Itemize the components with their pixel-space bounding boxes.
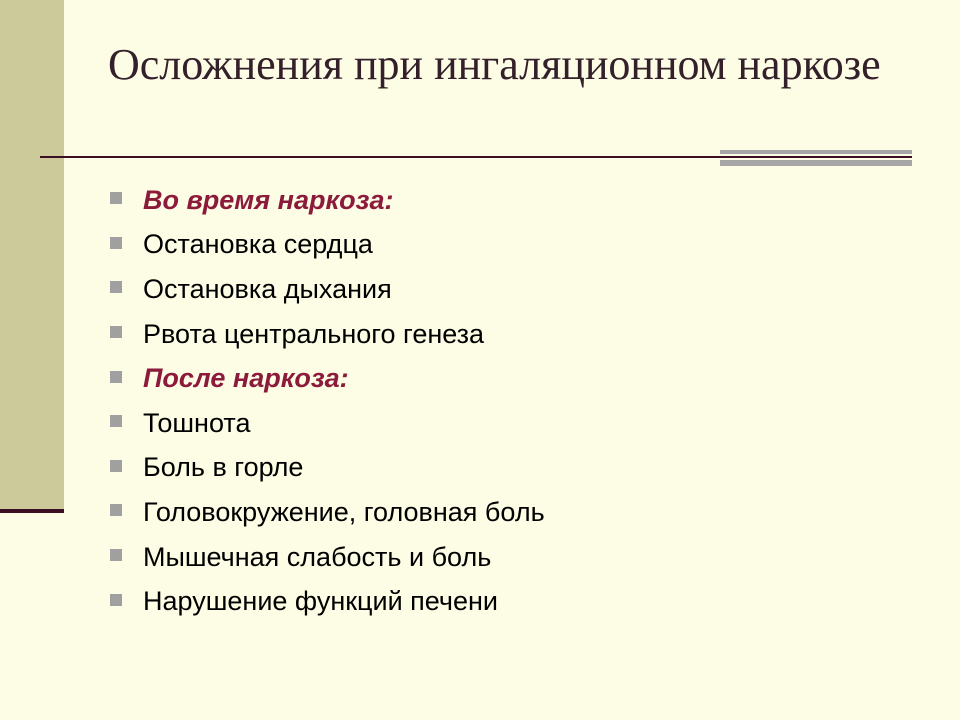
side-accent-bar — [0, 0, 64, 512]
bullet-text: Боль в горле — [143, 452, 304, 483]
bullet-text: Во время наркоза: — [143, 184, 394, 215]
square-bullet-icon — [110, 192, 122, 204]
list-item — [110, 579, 545, 624]
square-bullet-icon — [110, 281, 122, 293]
list-item — [110, 267, 545, 312]
square-bullet-icon — [110, 504, 122, 516]
square-bullet-icon — [110, 594, 122, 606]
square-bullet-icon — [110, 460, 122, 472]
square-bullet-icon — [110, 415, 122, 427]
square-bullet-icon — [110, 371, 122, 383]
square-bullet-icon — [110, 549, 122, 561]
bullet-text: Нарушение функций печени — [143, 586, 498, 617]
section-heading-during — [110, 178, 545, 223]
bullet-text: Мышечная слабость и боль — [143, 541, 492, 572]
title-divider-accent — [720, 150, 912, 168]
bullet-text: После наркоза: — [143, 363, 349, 394]
bullet-text: Остановка сердца — [143, 229, 373, 260]
bullet-list — [110, 178, 545, 624]
list-item — [110, 312, 545, 357]
square-bullet-icon — [110, 326, 122, 338]
list-item — [110, 490, 545, 535]
square-bullet-icon — [110, 237, 122, 249]
list-item — [110, 401, 545, 446]
list-item — [110, 223, 545, 268]
list-item — [110, 446, 545, 491]
bullet-text: Тошнота — [143, 407, 251, 438]
list-item — [110, 535, 545, 580]
section-heading-after — [110, 356, 545, 401]
bullet-text: Головокружение, головная боль — [143, 496, 545, 527]
side-accent-rule — [0, 509, 64, 513]
slide-title: Осложнения при ингаляционном наркозе — [108, 40, 881, 89]
bullet-text: Рвота центрального генеза — [143, 318, 485, 349]
bullet-text: Остановка дыхания — [143, 273, 392, 304]
